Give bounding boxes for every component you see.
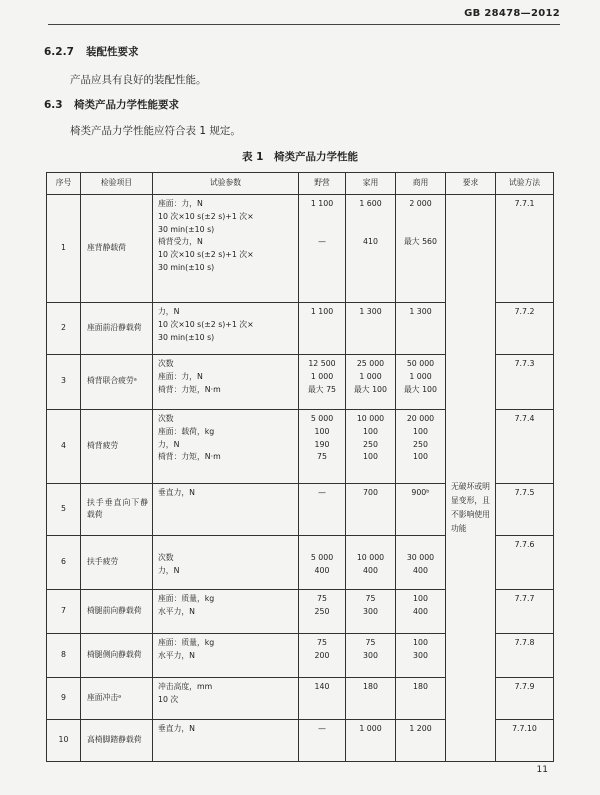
commercial-value: [396, 535, 446, 589]
cell-line: [302, 224, 342, 237]
cell-line: 座面：质量，kg: [158, 637, 215, 647]
household-value: [346, 677, 396, 719]
row-number: [47, 589, 81, 633]
cell-line: 10 次×10 s(±2 s)+1 次×: [158, 319, 254, 329]
cell-line: [399, 262, 442, 275]
cell-line: 力，N: [158, 439, 180, 449]
commercial-value: [396, 719, 446, 761]
cell-text: 3: [61, 376, 66, 386]
section-number: 6.3: [44, 99, 63, 111]
page-number: 11: [536, 765, 548, 775]
cell-line: 1 600: [359, 198, 382, 208]
test-item: [81, 633, 153, 677]
cell-line: 次数: [158, 552, 174, 562]
household-value: [346, 409, 396, 483]
camping-value: [299, 483, 346, 535]
header-cell: 检验项目: [81, 173, 153, 195]
section-6-2-7-text: 产品应具有良好的装配性能。: [70, 74, 207, 86]
section-6-2-7-heading: [44, 44, 139, 59]
cell-line: 次数: [158, 358, 174, 368]
row-number: [47, 354, 81, 409]
cell-line: 水平力，N: [158, 650, 196, 660]
header-rule: [48, 24, 560, 25]
test-parameters: [153, 589, 299, 633]
cell-text: 座面冲击ᵃ: [87, 692, 122, 702]
cell-text: 7.7.9: [514, 681, 535, 691]
cell-line: 冲击高度，mm: [158, 681, 213, 691]
section-title: 椅类产品力学性能要求: [74, 99, 179, 111]
cell-text: 座面前沿静载荷: [87, 322, 142, 332]
cell-line: 410: [363, 237, 378, 247]
header-cell: 野营: [299, 173, 346, 195]
cell-line: 座面：力，N: [158, 198, 203, 208]
cell-line: 75: [365, 637, 376, 647]
cell-line: 垂直力，N: [158, 487, 196, 497]
cell-line: 力，N: [158, 565, 180, 575]
section-title: 装配性要求: [86, 46, 139, 58]
header-cell: 序号: [47, 173, 81, 195]
cell-line: 10 000: [356, 552, 385, 562]
cell-line: 座面：力，N: [158, 371, 203, 381]
header-cell: 试验参数: [153, 173, 299, 195]
cell-line: 250: [413, 439, 428, 449]
cell-text: 座背静载荷: [87, 242, 126, 252]
camping-value: [299, 633, 346, 677]
cell-line: 座面：质量，kg: [158, 593, 215, 603]
camping-value: [299, 719, 346, 761]
camping-value: [299, 354, 346, 409]
cell-text: 7.7.1: [514, 198, 535, 208]
cell-text: 扶手疲劳: [87, 556, 119, 566]
cell-line: [349, 249, 392, 262]
cell-text: 7.7.6: [514, 539, 535, 549]
cell-text: 7: [61, 605, 66, 615]
cell-line: 300: [413, 650, 428, 660]
row-number: [47, 535, 81, 589]
table-header-row: [47, 173, 554, 195]
household-value: [346, 535, 396, 589]
cell-text: 椅腿前向静载荷: [87, 605, 142, 615]
household-value: [346, 633, 396, 677]
cell-line: 椅背受力，N: [158, 237, 203, 247]
cell-line: 椅背：力矩，N·m: [158, 452, 221, 462]
cell-line: 140: [314, 681, 330, 691]
cell-line: [302, 249, 342, 262]
cell-text: 7.7.3: [514, 358, 535, 368]
cell-line: 水平力，N: [158, 606, 196, 616]
row-number: [47, 677, 81, 719]
cell-line: 次数: [158, 413, 174, 423]
cell-line: 垂直力，N: [158, 723, 196, 733]
test-parameters: [153, 194, 299, 302]
cell-text: 7.7.7: [514, 593, 535, 603]
cell-line: 100: [413, 593, 428, 603]
cell-line: 最大 100: [404, 384, 437, 394]
cell-text: 椅背联合疲劳ᵃ: [87, 376, 137, 386]
cell-line: 最大 100: [354, 384, 387, 394]
row-number: [47, 719, 81, 761]
cell-line: 1 200: [409, 723, 432, 733]
test-parameters: [153, 354, 299, 409]
cell-text: 10: [58, 734, 69, 744]
cell-line: 200: [314, 650, 330, 660]
household-value: [346, 719, 396, 761]
camping-value: [299, 409, 346, 483]
test-parameters: [153, 483, 299, 535]
section-6-3-text: 椅类产品力学性能应符合表 1 规定。: [70, 125, 241, 137]
test-method: [496, 633, 554, 677]
camping-value: [299, 194, 346, 302]
commercial-value: [396, 483, 446, 535]
cell-line: 30 000: [406, 552, 435, 562]
row-number: [47, 633, 81, 677]
commercial-value: [396, 354, 446, 409]
cell-line: 75: [365, 593, 376, 603]
commercial-value: [396, 409, 446, 483]
cell-line: 5 000: [310, 413, 334, 423]
cell-text: 7.7.10: [512, 723, 537, 733]
test-method: [496, 302, 554, 354]
camping-value: [299, 302, 346, 354]
cell-line: [349, 262, 392, 275]
cell-line: 190: [314, 439, 330, 449]
cell-line: 10 次×10 s(±2 s)+1 次×: [158, 250, 254, 260]
test-parameters: [153, 409, 299, 483]
cell-text: 6: [61, 556, 66, 566]
cell-line: 100: [314, 426, 330, 436]
cell-line: 2 000: [409, 198, 432, 208]
cell-line: [302, 262, 342, 275]
cell-line: 10 次: [158, 694, 179, 704]
header-cell: 家用: [346, 173, 396, 195]
table-caption: 表 1 椅类产品力学性能: [242, 151, 358, 163]
test-item: [81, 589, 153, 633]
commercial-value: [396, 589, 446, 633]
commercial-value: [396, 633, 446, 677]
cell-line: 12 500: [308, 358, 336, 368]
cell-line: 20 000: [406, 413, 435, 423]
cell-line: 最大 75: [308, 384, 336, 394]
cell-line: 700: [363, 487, 378, 497]
test-item: [81, 409, 153, 483]
cell-line: 25 000: [356, 358, 385, 368]
cell-line: [349, 211, 392, 224]
cell-text: 椅背疲劳: [87, 440, 119, 450]
household-value: [346, 354, 396, 409]
cell-line: 75: [317, 593, 327, 603]
cell-text: 7.7.5: [514, 487, 535, 497]
cell-text: 椅腿侧向静载荷: [87, 649, 142, 659]
cell-line: 5 000: [310, 552, 334, 562]
cell-line: —: [318, 237, 326, 247]
cell-line: 100: [363, 452, 378, 462]
cell-line: 椅背：力矩，N·m: [158, 384, 221, 394]
header-cell: 试验方法: [496, 173, 554, 195]
cell-line: [399, 539, 442, 552]
cell-line: 1 000: [310, 371, 334, 381]
cell-line: 1 000: [409, 371, 432, 381]
cell-line: [302, 211, 342, 224]
cell-line: 30 min(±10 s): [158, 332, 215, 342]
cell-line: 300: [363, 606, 378, 616]
test-method: [496, 409, 554, 483]
requirement: [446, 194, 496, 761]
cell-line: 100: [413, 452, 428, 462]
row-number: [47, 194, 81, 302]
cell-line: 座面：载荷，kg: [158, 426, 215, 436]
cell-line: 75: [317, 452, 327, 462]
commercial-value: [396, 677, 446, 719]
cell-line: [399, 211, 442, 224]
cell-line: 75: [317, 637, 327, 647]
cell-line: 10 次×10 s(±2 s)+1 次×: [158, 211, 254, 221]
cell-line: 250: [314, 606, 330, 616]
test-method: [496, 483, 554, 535]
cell-line: 180: [363, 681, 378, 691]
cell-text: 9: [61, 692, 66, 702]
test-method: [496, 354, 554, 409]
cell-line: [399, 224, 442, 237]
camping-value: [299, 589, 346, 633]
cell-line: 100: [413, 637, 428, 647]
test-item: [81, 483, 153, 535]
cell-line: [158, 539, 295, 552]
camping-value: [299, 677, 346, 719]
cell-line: 最大 560: [404, 237, 437, 247]
cell-line: 900ᵇ: [411, 487, 430, 497]
cell-text: 7.7.8: [514, 637, 535, 647]
cell-text: 扶手垂直向下静载荷: [87, 497, 148, 520]
cell-text: 7.7.2: [514, 306, 535, 316]
row-number: [47, 409, 81, 483]
household-value: [346, 589, 396, 633]
cell-line: 250: [363, 439, 378, 449]
cell-line: 1 100: [310, 198, 334, 208]
cell-text: 高椅脚踏静载荷: [87, 734, 142, 744]
cell-line: 400: [413, 565, 428, 575]
test-item: [81, 354, 153, 409]
test-parameters: [153, 677, 299, 719]
cell-line: 30 min(±10 s): [158, 224, 215, 234]
cell-text: 8: [61, 649, 66, 659]
row-number: [47, 483, 81, 535]
cell-line: 180: [413, 681, 428, 691]
cell-line: [349, 224, 392, 237]
header-cell: 商用: [396, 173, 446, 195]
test-method: [496, 535, 554, 589]
test-item: [81, 719, 153, 761]
cell-text: 2: [61, 322, 66, 332]
mechanical-properties-table: [46, 172, 554, 762]
test-method: [496, 677, 554, 719]
cell-text: 5: [61, 503, 66, 513]
commercial-value: [396, 194, 446, 302]
test-method: [496, 194, 554, 302]
camping-value: [299, 535, 346, 589]
cell-text: 7.7.4: [514, 413, 535, 423]
household-value: [346, 483, 396, 535]
header-cell: 要求: [446, 173, 496, 195]
test-parameters: [153, 719, 299, 761]
section-number: 6.2.7: [44, 46, 74, 58]
test-parameters: [153, 535, 299, 589]
cell-line: —: [318, 487, 326, 497]
cell-line: 100: [363, 426, 378, 436]
test-item: [81, 535, 153, 589]
cell-line: 400: [413, 606, 428, 616]
household-value: [346, 302, 396, 354]
test-item: [81, 302, 153, 354]
section-6-3-heading: [44, 97, 179, 112]
test-parameters: [153, 633, 299, 677]
cell-line: 100: [413, 426, 428, 436]
cell-line: 50 000: [406, 358, 435, 368]
test-item: [81, 194, 153, 302]
cell-line: 1 300: [409, 306, 432, 316]
test-item: [81, 677, 153, 719]
household-value: [346, 194, 396, 302]
standard-code: GB 28478—2012: [464, 8, 560, 19]
cell-line: 30 min(±10 s): [158, 263, 215, 273]
cell-line: 300: [363, 650, 378, 660]
cell-line: 力，N: [158, 306, 180, 316]
cell-text: 4: [61, 440, 66, 450]
table-row: [47, 194, 554, 302]
requirement-text: 无破坏或明显变形，且不影响使用功能: [451, 481, 490, 533]
cell-line: 1 300: [359, 306, 382, 316]
cell-line: 10 000: [356, 413, 385, 423]
cell-line: 400: [314, 565, 330, 575]
test-method: [496, 719, 554, 761]
cell-line: [349, 539, 392, 552]
cell-line: 400: [363, 565, 378, 575]
test-parameters: [153, 302, 299, 354]
row-number: [47, 302, 81, 354]
cell-line: [399, 249, 442, 262]
cell-text: 1: [61, 242, 66, 252]
commercial-value: [396, 302, 446, 354]
cell-line: 1 000: [359, 371, 382, 381]
test-method: [496, 589, 554, 633]
cell-line: 1 100: [310, 306, 334, 316]
cell-line: 1 000: [359, 723, 382, 733]
cell-line: —: [318, 723, 326, 733]
cell-line: [302, 539, 342, 552]
